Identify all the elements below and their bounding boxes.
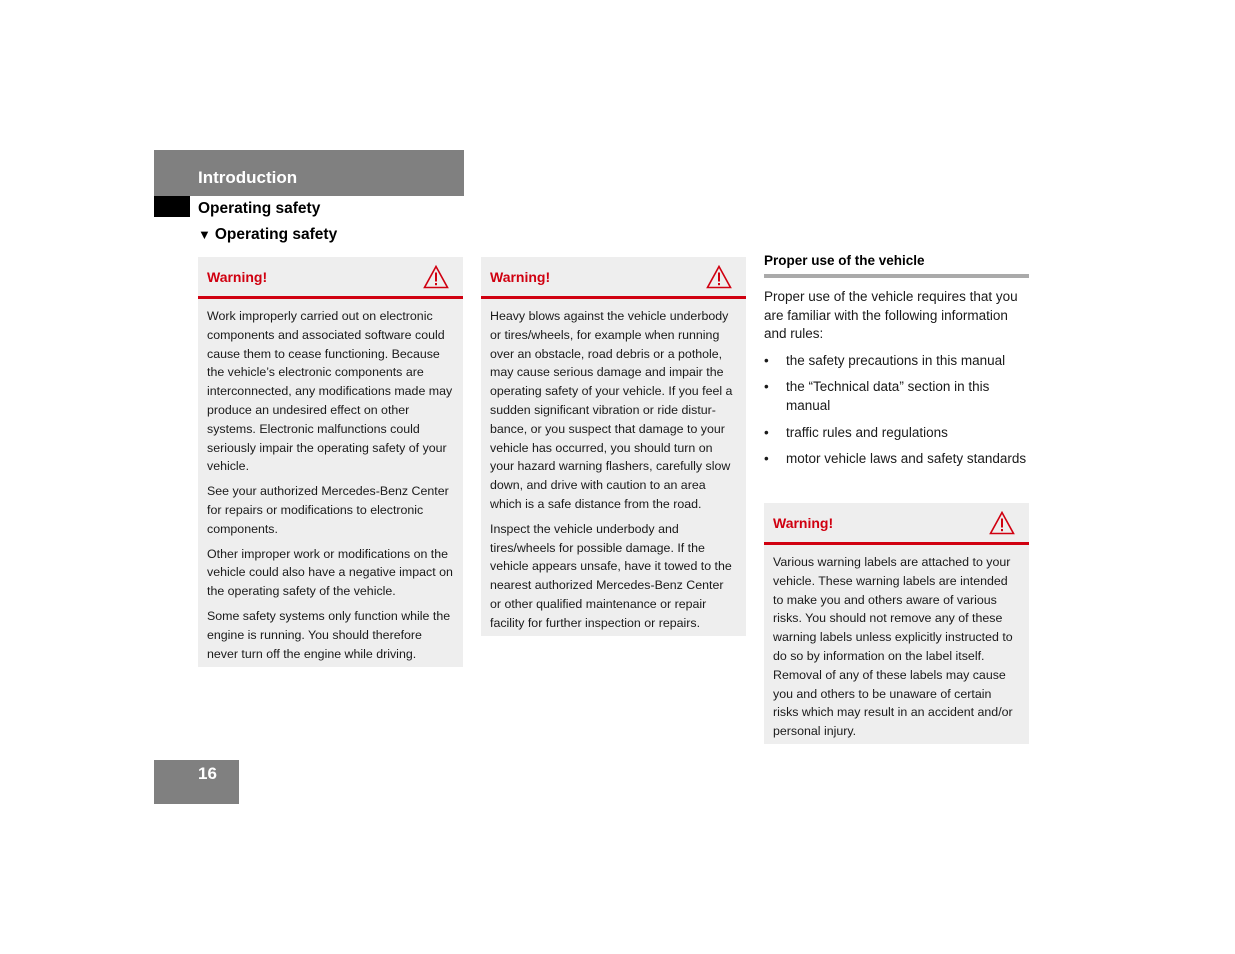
proper-use-heading: Proper use of the vehicle (764, 253, 1029, 278)
warning-label: Warning! (773, 515, 834, 531)
bullet: • (764, 451, 769, 467)
warning-label: Warning! (207, 269, 268, 285)
warning-header (764, 503, 1029, 545)
warning-label: Warning! (490, 269, 551, 285)
warning-text (481, 299, 746, 641)
warning-triangle-icon (706, 265, 732, 289)
warning-triangle-icon (989, 511, 1015, 535)
proper-use-list (764, 352, 1032, 469)
warning-text (198, 299, 463, 671)
section-title: Operating safety (198, 200, 321, 217)
subsection-label: Operating safety (214, 226, 338, 243)
warning-box-labels (764, 503, 1029, 744)
warning-paragraph: Other improper work or modifications on the vehicle could also have a negative impact on the operating safety of the vehicle. (207, 546, 453, 599)
warning-header (481, 257, 746, 299)
chapter-title: Introduction (198, 168, 298, 187)
subsection-title (198, 226, 337, 244)
warning-paragraph: See your authorized Mercedes-Benz Center for repairs or modifications to electronic components. (207, 484, 449, 536)
list-item: • the safety precautions in this manual (764, 352, 1032, 371)
page-number: 16 (198, 764, 217, 783)
warning-paragraph: Various warning labels are attached to your vehicle. These warning labels are intended to make you and others aware of various risks. You should not remove any of these warning labels unless explicitly instructed to do so by information on the label itself. Removal of any of these labels may cause you and others to be unaware of certain risks which may result in an accident and/or personal injury. (773, 555, 1013, 739)
proper-use-intro: Proper use of the vehicle requires that you are familiar with the following information and rules: (764, 289, 1018, 342)
list-item: • the “Technical data” section in this manual (764, 379, 990, 413)
warning-triangle-icon (423, 265, 449, 289)
warning-header (198, 257, 463, 299)
warning-paragraph: Some safety systems only function while the engine is running. You should therefore never turn off the engine while driving. (207, 608, 451, 661)
bullet: • (764, 379, 769, 395)
warning-box-underbody (481, 257, 746, 636)
triangle-down-icon: ▼ (198, 227, 211, 242)
bullet: • (764, 352, 769, 368)
proper-use-text (764, 288, 1032, 477)
warning-paragraph: Work improperly carried out on electronic components and associated software could cause them to cease functioning. Because the vehicle’s electronic components are interconnected, any modifications made may produce an undesired effect on other systems. Electronic malfunctions could seriously impair the operating safety of your vehicle. (207, 309, 453, 474)
section-tab-marker (154, 196, 190, 217)
warning-paragraph: Inspect the vehicle underbody and tires/wheels for possible damage. If the vehicle appears unsafe, have it towed to the nearest authorized Mercedes-Benz Center or other qualified maintenance or repair facility for further inspection or repairs. (490, 521, 732, 630)
warning-paragraph: Heavy blows against the vehicle underbody or tires/wheels, for example when running over an obstacle, road debris or a pothole, may cause serious damage and impair the operating safety of your vehicle. If you feel a sudden significant vibration or ride distur-bance, or you suspect that damage to your vehicle has occurred, you should turn on your hazard warning flashers, carefully slow down, and drive with caution to an area which is a safe distance from the road. (490, 309, 733, 511)
warning-text (764, 545, 1029, 749)
list-item: • motor vehicle laws and safety standards (764, 450, 1032, 469)
page-number-tab (154, 760, 239, 804)
bullet: • (764, 424, 769, 440)
list-item: • traffic rules and regulations (764, 424, 1032, 443)
warning-box-electronics (198, 257, 463, 667)
